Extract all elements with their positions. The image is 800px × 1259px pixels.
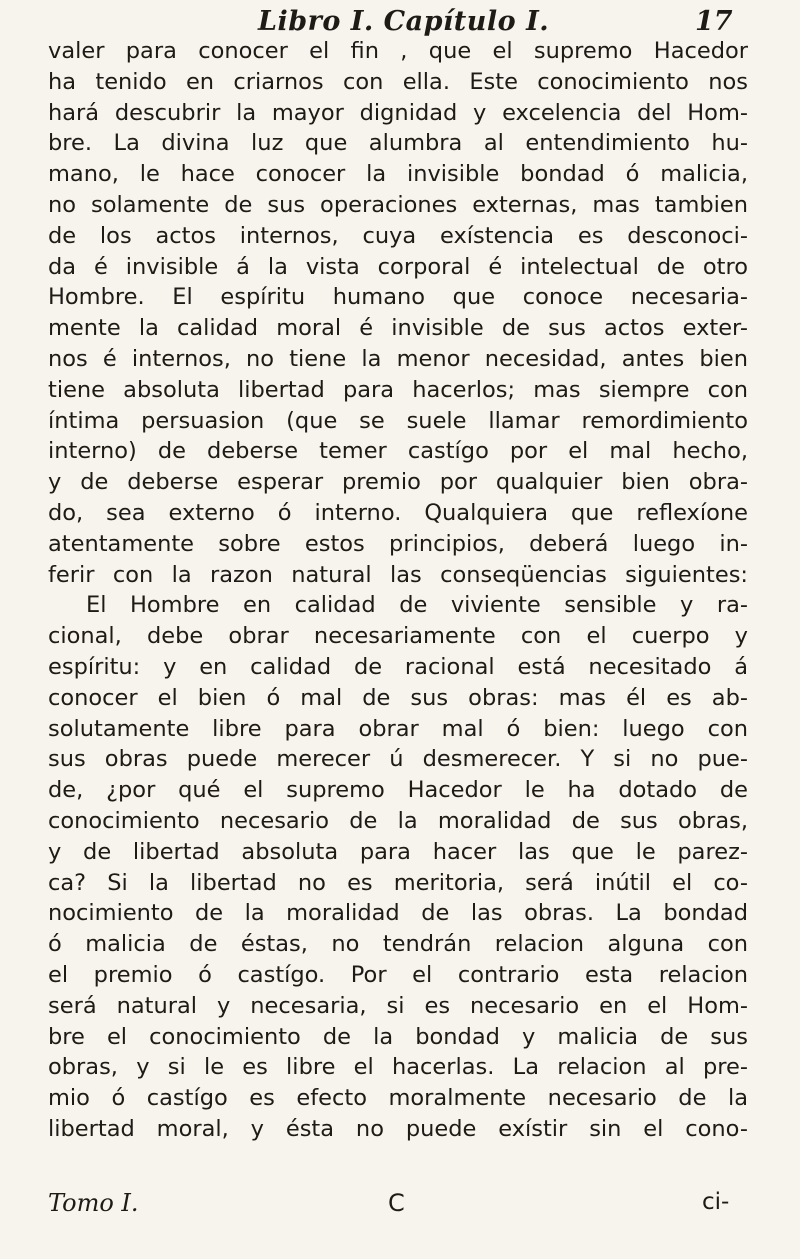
text-line: mio ó castígo es efecto moralmente necesario de la bbox=[48, 1085, 748, 1112]
text-line: íntima persuasion (que se suele llamar remordimiento bbox=[48, 407, 748, 434]
page-footer bbox=[0, 1189, 800, 1223]
text-line: interno) de deberse temer castígo por el mal hecho, bbox=[48, 438, 748, 465]
text-line: de los actos internos, cuya exístencia es desconoci- bbox=[48, 222, 748, 249]
running-title: Libro I. Capítulo I. bbox=[258, 6, 550, 37]
text-line: Hombre. El espíritu humano que conoce necesaria- bbox=[48, 284, 748, 311]
text-line: espíritu: y en calidad de racional está necesitado á bbox=[48, 653, 748, 680]
text-line: obras, y si le es libre el hacerlas. La relacion al pre- bbox=[48, 1054, 748, 1081]
text-line: nocimiento de la moralidad de las obras. La bondad bbox=[48, 900, 748, 927]
text-line: hará descubrir la mayor dignidad y excelencia del Hom- bbox=[48, 99, 748, 126]
text-line: solutamente libre para obrar mal ó bien: luego con bbox=[48, 715, 748, 742]
text-line: bre. La divina luz que alumbra al entendimiento hu- bbox=[48, 130, 748, 157]
text-line: valer para conocer el fin , que el supremo Hacedor bbox=[48, 38, 748, 64]
text-line: do, sea externo ó interno. Qualquiera que reflexíone bbox=[48, 499, 748, 526]
text-line: conocimiento necesario de la moralidad de sus obras, bbox=[48, 807, 748, 834]
text-line: y de libertad absoluta para hacer las que le parez- bbox=[48, 838, 748, 865]
catchword: ci- bbox=[702, 1189, 730, 1215]
text-line: da é invisible á la vista corporal é intelectual de otro bbox=[48, 253, 748, 280]
text-line: cional, debe obrar necesariamente con el cuerpo y bbox=[48, 623, 748, 650]
text-line: conocer el bien ó mal de sus obras: mas él es ab- bbox=[48, 684, 748, 711]
text-line: mente la calidad moral é invisible de sus actos exter- bbox=[48, 315, 748, 342]
text-line: atentamente sobre estos principios, deberá luego in- bbox=[48, 530, 748, 557]
text-line: el premio ó castígo. Por el contrario esta relacion bbox=[48, 961, 748, 988]
text-line: ferir con la razon natural las conseqüencias siguientes: bbox=[48, 561, 748, 588]
text-line: ó malicia de éstas, no tendrán relacion alguna con bbox=[48, 931, 748, 958]
page-number: 17 bbox=[695, 6, 733, 37]
text-line: de, ¿por qué el supremo Hacedor le ha dotado de bbox=[48, 777, 748, 804]
text-line: sus obras puede merecer ú desmerecer. Y si no pue- bbox=[48, 746, 748, 773]
text-line: y de deberse esperar premio por qualquier bien obra- bbox=[48, 469, 748, 496]
text-line: nos é internos, no tiene la menor necesidad, antes bien bbox=[48, 345, 748, 372]
text-line: será natural y necesaria, si es necesario en el Hom- bbox=[48, 992, 748, 1019]
body-text bbox=[48, 36, 748, 1145]
volume-signature: Tomo I. bbox=[48, 1189, 139, 1217]
signature-mark: C bbox=[388, 1189, 405, 1217]
text-line: no solamente de sus operaciones externas, mas tambien bbox=[48, 191, 748, 218]
text-line: ha tenido en criarnos con ella. Este conocimiento nos bbox=[48, 68, 748, 95]
paragraph-start-line: El Hombre en calidad de viviente sensible y ra- bbox=[86, 592, 748, 619]
text-line: tiene absoluta libertad para hacerlos; mas siempre con bbox=[48, 376, 748, 403]
running-head bbox=[0, 6, 800, 40]
text-line: ca? Si la libertad no es meritoria, será inútil el co- bbox=[48, 869, 748, 896]
text-line: mano, le hace conocer la invisible bondad ó malicia, bbox=[48, 161, 748, 188]
text-line: libertad moral, y ésta no puede exístir sin el cono- bbox=[48, 1115, 748, 1142]
text-line: bre el conocimiento de la bondad y malicia de sus bbox=[48, 1023, 748, 1050]
